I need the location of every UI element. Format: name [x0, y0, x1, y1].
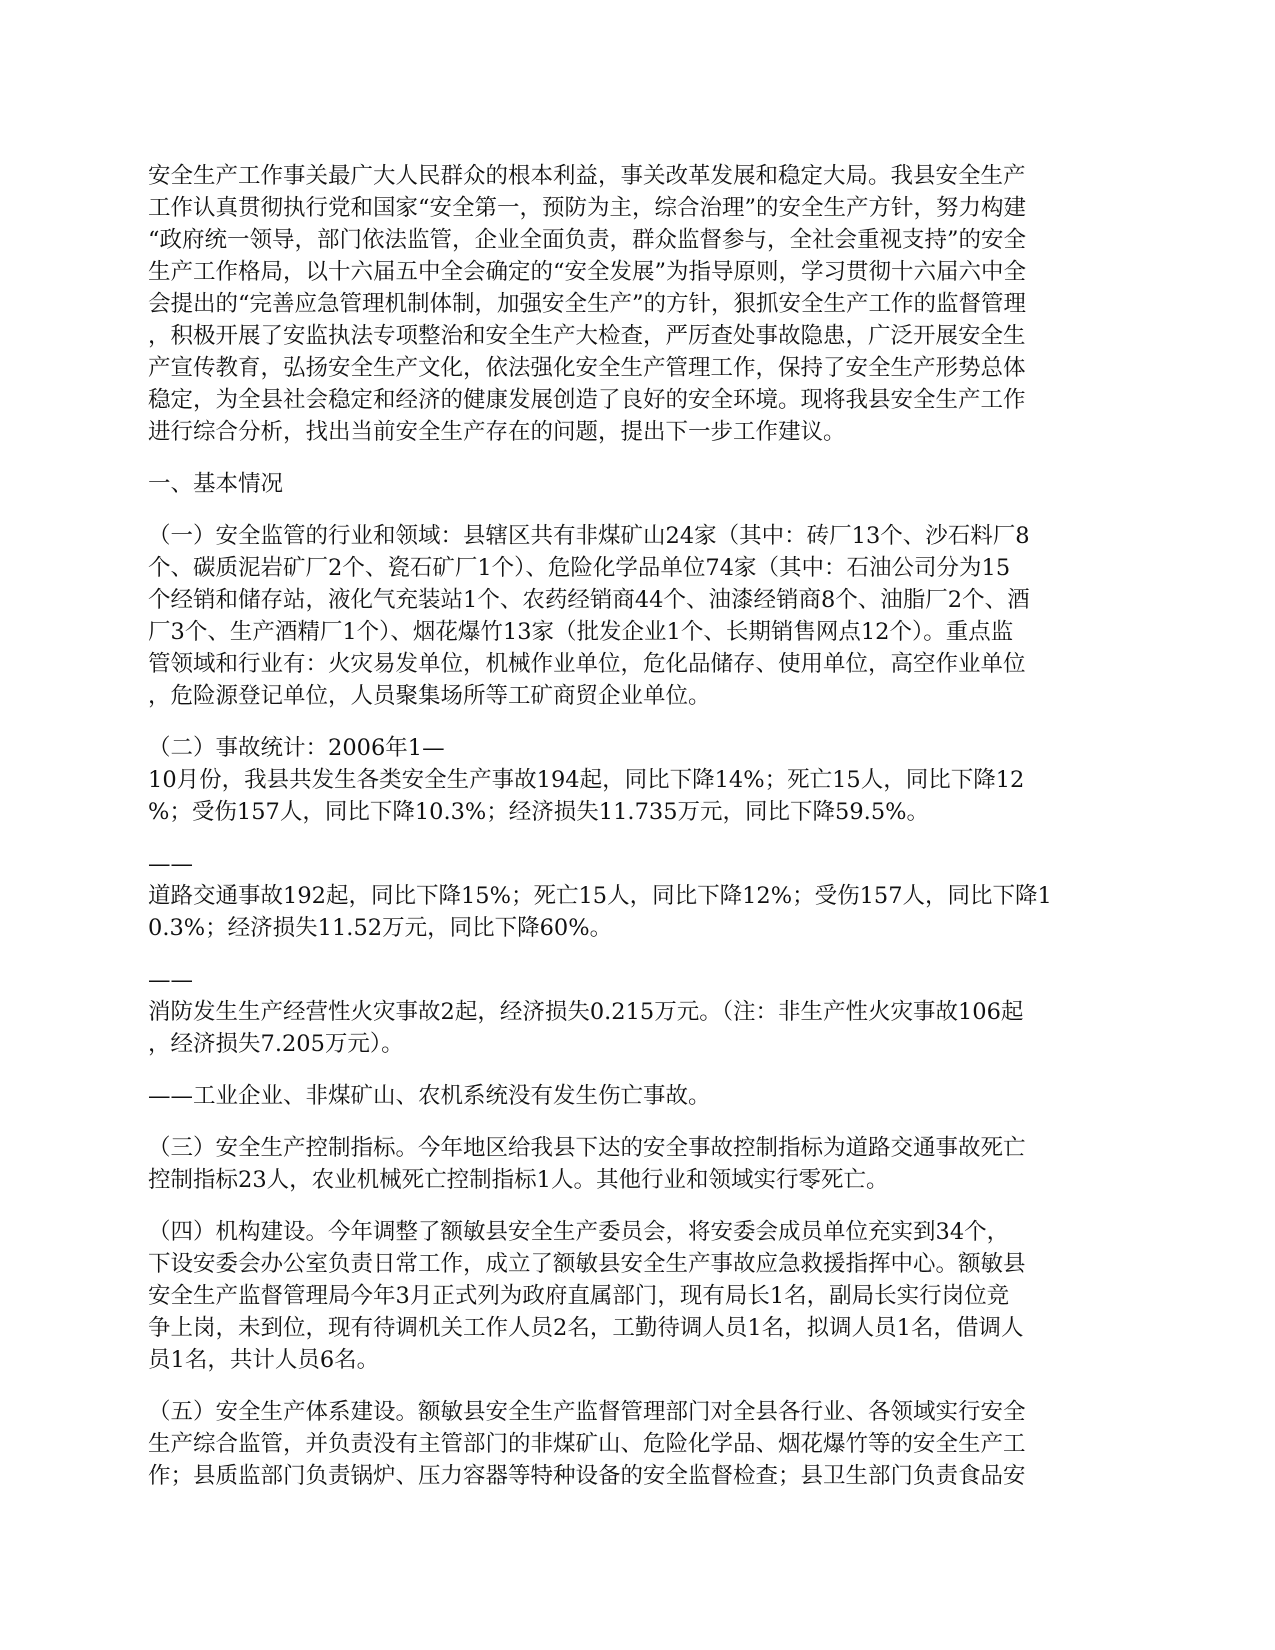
paragraph-item-3 — [148, 1132, 1128, 1196]
text-line: ，经济损失7.205万元）。 — [148, 1031, 404, 1057]
paragraph-item-2 — [148, 732, 1128, 828]
text-line: （五）安全生产体系建设。额敏县安全生产监督管理部门对全县各行业、各领域实行安全 — [148, 1399, 1026, 1425]
text-line: 0.3%；经济损失11.52万元，同比下降60%。 — [148, 915, 613, 941]
text-line: 争上岗，未到位，现有待调机关工作人员2名，工勤待调人员1名，拟调人员1名，借调人 — [148, 1315, 1024, 1341]
text-line: —— — [148, 851, 193, 877]
paragraph-item-4 — [148, 1216, 1128, 1376]
text-line: 生产工作格局，以十六届五中全会确定的“安全发展”为指导原则，学习贯彻十六届六中全 — [148, 259, 1027, 285]
text-line: ，危险源登记单位，人员聚集场所等工矿商贸企业单位。 — [148, 683, 711, 709]
paragraph-intro — [148, 160, 1128, 448]
text-line: 工作认真贯彻执行党和国家“安全第一，预防为主，综合治理”的安全生产方针，努力构建 — [148, 195, 1027, 221]
text-line: 产宣传教育，弘扬安全生产文化，依法强化安全生产管理工作，保持了安全生产形势总体 — [148, 355, 1026, 381]
paragraph-item-5 — [148, 1396, 1128, 1492]
text-line: 稳定，为全县社会稳定和经济的健康发展创造了良好的安全环境。现将我县安全生产工作 — [148, 387, 1026, 413]
text-line: 一、基本情况 — [148, 471, 284, 497]
text-line: ——工业企业、非煤矿山、农机系统没有发生伤亡事故。 — [148, 1083, 711, 1109]
text-line: （二）事故统计：2006年1— — [148, 735, 445, 761]
document-page — [148, 160, 1128, 1512]
text-line: 消防发生生产经营性火灾事故2起，经济损失0.215万元。（注：非生产性火灾事故106起 — [148, 999, 1024, 1025]
text-line: 会提出的“完善应急管理机制体制，加强安全生产”的方针，狠抓安全生产工作的监督管理 — [148, 291, 1027, 317]
text-line: %；受伤157人，同比下降10.3%；经济损失11.735万元，同比下降59.5%。 — [148, 799, 930, 825]
text-line: 控制指标23人，农业机械死亡控制指标1人。其他行业和领域实行零死亡。 — [148, 1167, 889, 1193]
text-line: “政府统一领导，部门依法监管，企业全面负责，群众监督参与，全社会重视支持”的安全 — [148, 227, 1027, 253]
text-line: 个、碳质泥岩矿厂2个、瓷石矿厂1个）、危险化学品单位74家（其中：石油公司分为15 — [148, 555, 1011, 581]
paragraph-item-2-industry — [148, 1080, 1128, 1112]
text-line: 安全生产工作事关最广大人民群众的根本利益，事关改革发展和稳定大局。我县安全生产 — [148, 163, 1026, 189]
paragraph-item-2-fire — [148, 964, 1128, 1060]
text-line: 10月份，我县共发生各类安全生产事故194起，同比下降14%；死亡15人，同比下降12 — [148, 767, 1025, 793]
text-line: 厂3个、生产酒精厂1个）、烟花爆竹13家（批发企业1个、长期销售网点12个）。重点监 — [148, 619, 1014, 645]
text-line: 道路交通事故192起，同比下降15%；死亡15人，同比下降12%；受伤157人，同比下降1 — [148, 883, 1052, 909]
paragraph-section-1-heading — [148, 468, 1128, 500]
text-line: （一）安全监管的行业和领域：县辖区共有非煤矿山24家（其中：砖厂13个、沙石料厂8 — [148, 523, 1030, 549]
text-line: —— — [148, 967, 193, 993]
text-line: 进行综合分析，找出当前安全生产存在的问题，提出下一步工作建议。 — [148, 419, 846, 445]
paragraph-item-2-traffic — [148, 848, 1128, 944]
text-line: 个经销和储存站，液化气充装站1个、农药经销商44个、油漆经销商8个、油脂厂2个、酒 — [148, 587, 1030, 613]
paragraph-item-1 — [148, 520, 1128, 712]
text-line: 生产综合监管，并负责没有主管部门的非煤矿山、危险化学品、烟花爆竹等的安全生产工 — [148, 1431, 1026, 1457]
text-line: （三）安全生产控制指标。今年地区给我县下达的安全事故控制指标为道路交通事故死亡 — [148, 1135, 1026, 1161]
text-line: 管领域和行业有：火灾易发单位，机械作业单位，危化品储存、使用单位，高空作业单位 — [148, 651, 1026, 677]
text-line: （四）机构建设。今年调整了额敏县安全生产委员会，将安委会成员单位充实到34个， — [148, 1219, 1010, 1245]
text-line: 员1名，共计人员6名。 — [148, 1347, 380, 1373]
text-line: 下设安委会办公室负责日常工作，成立了额敏县安全生产事故应急救援指挥中心。额敏县 — [148, 1251, 1026, 1277]
text-line: ，积极开展了安监执法专项整治和安全生产大检查，严厉查处事故隐患，广泛开展安全生 — [148, 323, 1026, 349]
text-line: 作；县质监部门负责锅炉、压力容器等特种设备的安全监督检查；县卫生部门负责食品安 — [148, 1463, 1026, 1489]
text-line: 安全生产监督管理局今年3月正式列为政府直属部门，现有局长1名，副局长实行岗位竞 — [148, 1283, 1010, 1309]
